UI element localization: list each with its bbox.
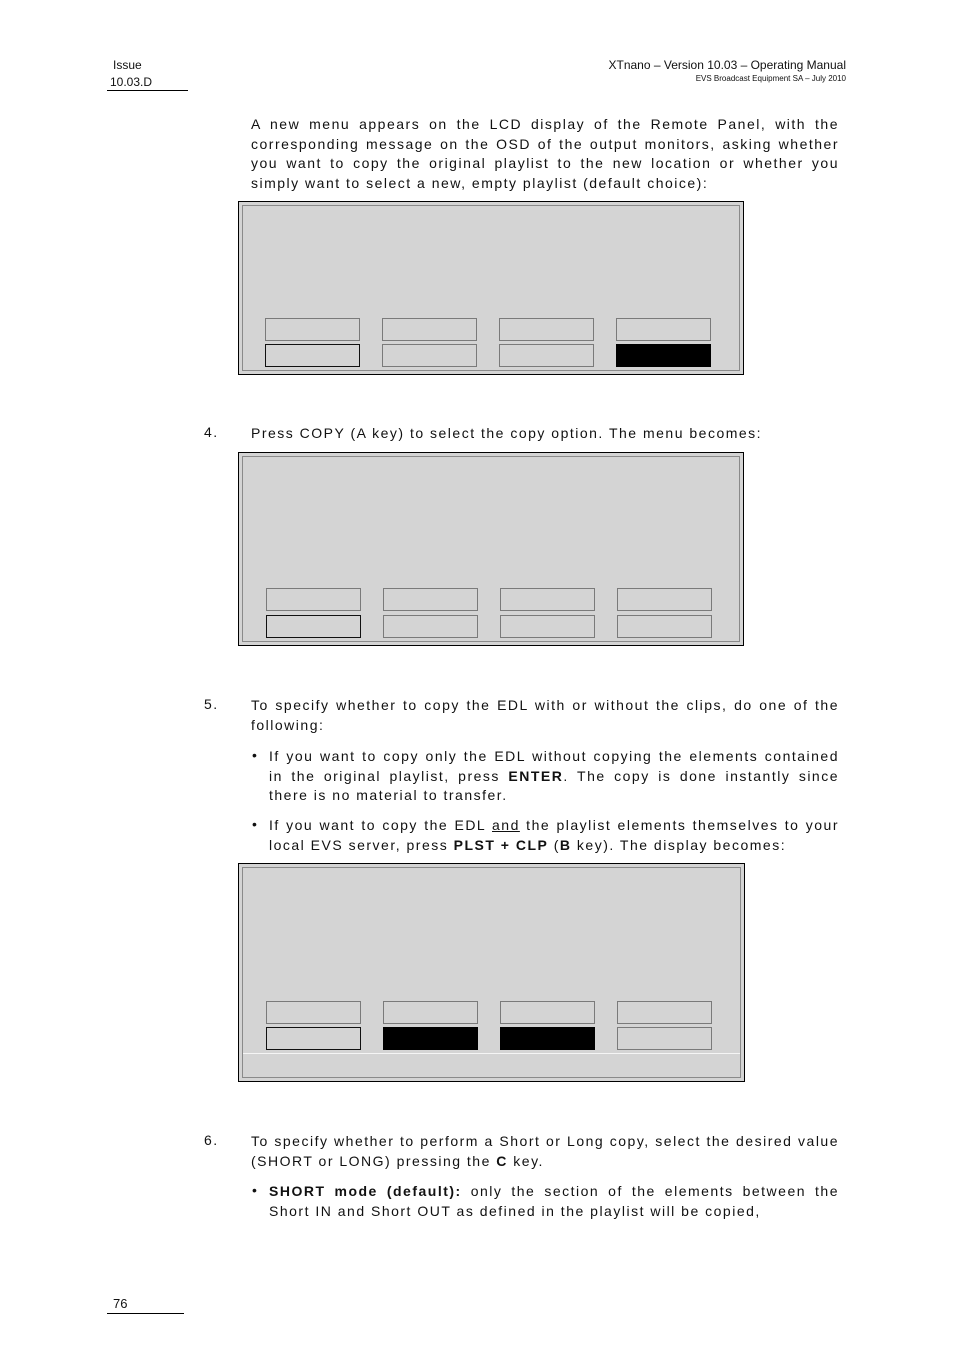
lcd-key-d-upper [617, 588, 712, 611]
lcd-key-d-upper [616, 318, 711, 341]
step-5-number: 5. [204, 696, 219, 712]
lcd-status-strip [243, 1053, 740, 1054]
bullet-marker: • [252, 816, 257, 832]
issue-label: Issue [113, 58, 142, 72]
lcd-key-d-lower [617, 1027, 712, 1050]
lcd-key-c-upper [500, 1001, 595, 1024]
step-6-bullet-short-mode: SHORT mode (default): only the section of the elements between the Short IN and Short OUT as defined in the playlist will be copied, [269, 1183, 839, 1219]
lcd-key-d-lower-highlighted [616, 344, 711, 367]
intro-paragraph: A new menu appears on the LCD display of the Remote Panel, with the corresponding message on the OSD of the output monitors, asking whether you want to copy the original playlist to the new location or whether you simply want to select a new, empty playlist (default choice): [251, 116, 839, 191]
lcd-key-b-lower [383, 615, 478, 638]
lcd-display-initial-menu [238, 201, 744, 375]
lcd-key-a-upper [265, 318, 360, 341]
lcd-key-b-upper [382, 318, 477, 341]
step-6-text: To specify whether to perform a Short or Long copy, select the desired value (SHORT or LONG) pressing the C key. [251, 1133, 839, 1169]
lcd-display-plst-clp-menu [238, 863, 745, 1082]
bullet-marker: • [252, 1182, 257, 1198]
lcd-key-c-lower [499, 344, 594, 367]
page-number: 76 [113, 1296, 128, 1311]
step-5-bullet-enter: If you want to copy only the EDL without copying the elements contained in the original playlist, press ENTER. The copy is done instantly since there is no material to transfer. [269, 748, 839, 803]
lcd-key-a-upper [266, 1001, 361, 1024]
step-6-number: 6. [204, 1132, 219, 1148]
lcd-key-c-lower [500, 615, 595, 638]
lcd-key-b-lower [382, 344, 477, 367]
document-title: XTnano – Version 10.03 – Operating Manual [608, 58, 846, 72]
lcd-key-d-lower [617, 615, 712, 638]
document-subtitle: EVS Broadcast Equipment SA – July 2010 [695, 74, 846, 83]
lcd-key-d-upper [617, 1001, 712, 1024]
issue-number: 10.03.D [110, 75, 153, 89]
lcd-key-c-upper [500, 588, 595, 611]
lcd-key-a-lower [266, 615, 361, 638]
step-4-number: 4. [204, 424, 219, 440]
lcd-display-copy-menu [238, 452, 744, 646]
lcd-key-a-upper [266, 588, 361, 611]
step-5-text: To specify whether to copy the EDL with or without the clips, do one of the following: [251, 697, 839, 733]
bullet-marker: • [252, 747, 257, 763]
lcd-key-c-upper [499, 318, 594, 341]
footer-divider [107, 1313, 184, 1314]
lcd-key-b-upper [383, 1001, 478, 1024]
step-5-bullet-plst-clp: If you want to copy the EDL and the playlist elements themselves to your local EVS server, press PLST + CLP (B key). The display becomes: [269, 817, 840, 853]
header-divider [107, 90, 188, 91]
lcd-key-b-lower-highlighted [383, 1027, 478, 1050]
lcd-key-b-upper [383, 588, 478, 611]
step-4-text: Press COPY (A key) to select the copy option. The menu becomes: [251, 425, 763, 441]
lcd-key-a-lower [266, 1027, 361, 1050]
lcd-key-c-lower-highlighted [500, 1027, 595, 1050]
lcd-key-a-lower [265, 344, 360, 367]
